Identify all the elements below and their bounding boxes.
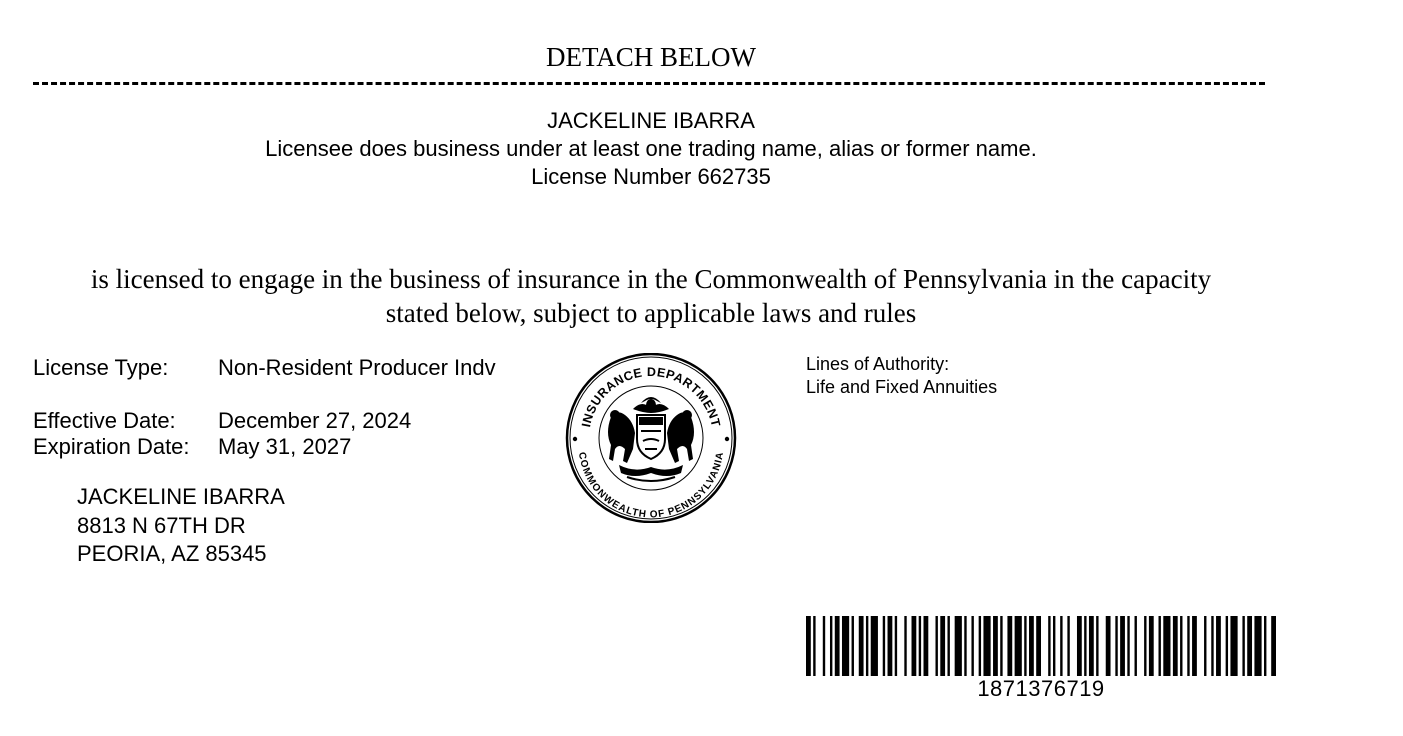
license-type-value: Non-Resident Producer Indv xyxy=(218,355,496,380)
barcode-bar xyxy=(1106,616,1111,676)
barcode-bar xyxy=(1000,616,1002,676)
barcode-bar xyxy=(924,616,929,676)
lines-of-authority-item: Life and Fixed Annuities xyxy=(806,377,998,397)
barcode-bar xyxy=(1036,616,1041,676)
barcode-bar xyxy=(1159,616,1161,676)
address-name: JACKELINE IBARRA xyxy=(77,484,285,509)
trading-name-note: Licensee does business under at least one trading name, alias or former name. xyxy=(265,136,1037,161)
license-statement xyxy=(20,262,1282,330)
barcode-bar xyxy=(947,616,949,676)
barcode-bar xyxy=(1084,616,1086,676)
detach-below-title: DETACH BELOW xyxy=(545,42,757,72)
barcode-bar xyxy=(1180,616,1182,676)
barcode-bar xyxy=(1115,616,1117,676)
barcode-bar xyxy=(895,616,897,676)
licensee-name: JACKELINE IBARRA xyxy=(547,108,755,133)
barcode-bar xyxy=(1211,616,1213,676)
effective-date-label: Effective Date: xyxy=(33,408,176,433)
barcode-bar xyxy=(1053,616,1055,676)
barcode-bar xyxy=(871,616,878,676)
barcode-bar xyxy=(1024,616,1026,676)
barcode-bar xyxy=(1089,616,1094,676)
barcode-bar xyxy=(1271,616,1276,676)
barcode-bar xyxy=(971,616,973,676)
address-city-state-zip: PEORIA, AZ 85345 xyxy=(77,541,267,566)
barcode-bar xyxy=(1226,616,1228,676)
barcode-bar xyxy=(1007,616,1012,676)
barcode-bar xyxy=(1163,616,1170,676)
barcode-bar xyxy=(842,616,849,676)
barcode-bar xyxy=(1120,616,1125,676)
mailing-address xyxy=(77,483,285,569)
barcode-bar xyxy=(1067,616,1069,676)
license-number: License Number 662735 xyxy=(531,164,771,189)
barcode-bar xyxy=(1127,616,1129,676)
barcode-bar xyxy=(852,616,854,676)
barcode-bar xyxy=(806,616,811,676)
barcode-bar xyxy=(1254,616,1261,676)
barcode-bar xyxy=(935,616,937,676)
barcode-bar xyxy=(1029,616,1034,676)
barcode-bar xyxy=(1173,616,1178,676)
barcode-number: 1871376719 xyxy=(977,676,1105,701)
barcode-bar xyxy=(1149,616,1154,676)
barcode-bar xyxy=(1187,616,1189,676)
barcode-bar xyxy=(866,616,868,676)
barcode-bar xyxy=(1060,616,1062,676)
barcode-bar xyxy=(823,616,825,676)
barcode-bar xyxy=(1247,616,1252,676)
barcode-bar xyxy=(830,616,832,676)
lines-of-authority-label: Lines of Authority: xyxy=(806,354,950,374)
license-type-label: License Type: xyxy=(33,355,169,380)
barcode-bar xyxy=(919,616,921,676)
barcode-bar xyxy=(1077,616,1082,676)
address-street: 8813 N 67TH DR xyxy=(77,512,246,538)
barcode-bar xyxy=(993,616,998,676)
expiration-date-value: May 31, 2027 xyxy=(218,434,352,459)
barcode-bar xyxy=(835,616,840,676)
barcode-bar xyxy=(1242,616,1244,676)
coat-of-arms-icon xyxy=(608,397,694,481)
license-statement-line-1: is licensed to engage in the business of insurance in the Commonwealth of Pennsylvania in the capacity xyxy=(90,264,1212,294)
expiration-date-label: Expiration Date: xyxy=(33,434,190,459)
barcode-bar xyxy=(983,616,990,676)
detach-cut-line xyxy=(33,82,1265,85)
seal-bottom-text: COMMONWEALTH OF PENNSYLVANIA xyxy=(575,451,727,521)
barcode-bar xyxy=(1216,616,1221,676)
barcode-icon xyxy=(806,616,1276,676)
seal-top-text: INSURANCE DEPARTMENT xyxy=(579,364,723,429)
lines-of-authority xyxy=(806,353,997,399)
barcode-bar xyxy=(964,616,966,676)
barcode-bar xyxy=(1144,616,1146,676)
barcode-bar xyxy=(1015,616,1022,676)
barcode-bar xyxy=(888,616,893,676)
pennsylvania-insurance-department-seal-icon xyxy=(563,353,739,523)
barcode-bar xyxy=(813,616,815,676)
licensee-header xyxy=(0,107,1302,191)
effective-date-value: December 27, 2024 xyxy=(218,408,412,433)
license-statement-line-2: stated below, subject to applicable laws and rules xyxy=(385,298,917,328)
barcode-bar xyxy=(1192,616,1197,676)
barcode-bar xyxy=(979,616,981,676)
barcode-bar xyxy=(955,616,962,676)
barcode-bar xyxy=(883,616,885,676)
barcode-bar xyxy=(912,616,917,676)
barcode-bar xyxy=(1204,616,1206,676)
barcode-bar xyxy=(904,616,906,676)
barcode-bar xyxy=(1048,616,1050,676)
barcode-bar xyxy=(1264,616,1266,676)
barcode-bar xyxy=(1230,616,1237,676)
barcode-bar xyxy=(859,616,864,676)
barcode-bar xyxy=(1096,616,1098,676)
barcode-bar xyxy=(1135,616,1137,676)
svg-text:COMMONWEALTH OF PENNSYLVANIA xyxy=(576,451,726,520)
barcode-bar xyxy=(940,616,945,676)
